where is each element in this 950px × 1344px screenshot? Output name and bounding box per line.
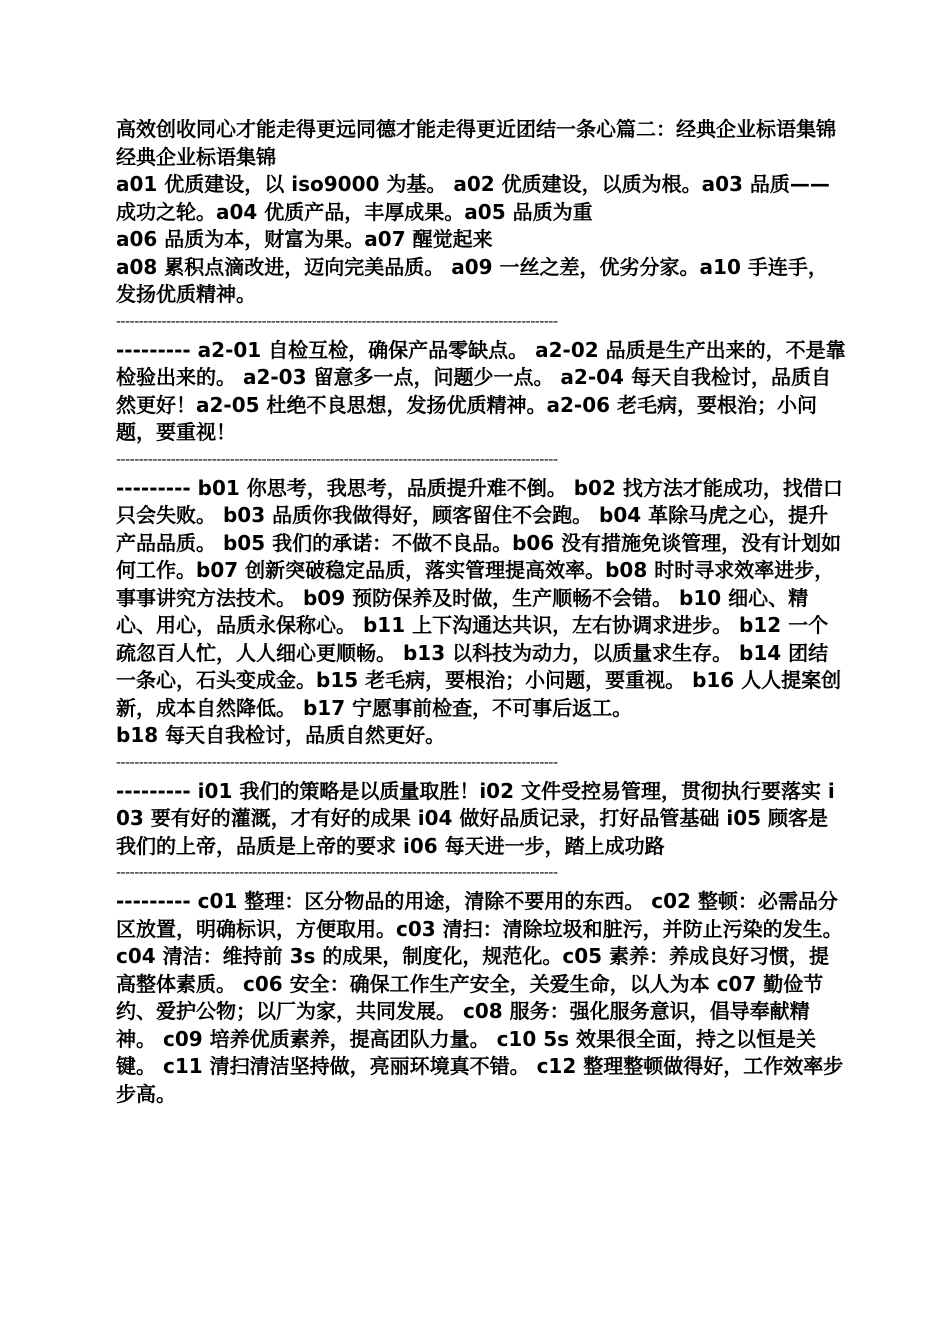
section-b-last-line: b18 每天自我检讨，品质自然更好。: [116, 723, 446, 747]
section-a-line-3: a08 累积点滴改进，迈向完美品质。 a09 一丝之差，优劣分家。a10 手连手，发扬优质精神。: [116, 254, 828, 306]
section-b-text: --------- b01 你思考，我思考，品质提升难不倒。 b02 找方法才能成功，找借口只会失败。 b03 品质你我做得好，顾客留住不会跑。 b04 革除马虎之心，提升产品品质。 b05 我们的承诺：不做不良品。b06 没有措施免谈管理，没有计划如何工作。b07 创新突破稳定品质，落实管理提高效率。b08 时时寻求效率进步，事事讲究方法技术。 b09 预防保养及时做，生产顺畅不会错。 b10 细心、精心、用心，品质永保称心。 b11 上下沟通达共识，左右协调求进步。 b12 一个疏忽百人忙，人人细心更顺畅。 b13 以科技为动力，以质量求生存。 b14 团结一条心，石头变成金。b15 老毛病，要根治；小问题，要重视。 b16 人人提案创新，成本自然降低。 b17 宁愿事前检查，不可事后返工。: [116, 475, 843, 720]
section-c-text: --------- c01 整理：区分物品的用途，清除不要用的东西。 c02 整顿：必需品分区放置，明确标识，方便取用。c03 清扫：清除垃圾和脏污，并防止污染的发生。 c04 清洁：维持前 3s 的成果，制度化，规范化。c05 素养：养成良好习惯，提高整体素质。 c06 安全：确保工作生产安全，关爱生命，以人为本 c07 勤俭节约、爱护公物；以厂为家，共同发展。 c08 服务：强化服务意识，倡导奉献精神。 c09 培养优质素养，提高团队力量。 c10 5s 效果很全面，持之以恒是关键。 c11 清扫清洁坚持做，亮丽环境真不错。 c12 整理整顿做得好，工作效率步步高。: [116, 889, 844, 1106]
section-i-text: --------- i01 我们的策略是以质量取胜！i02 文件受控易管理，贯彻执行要落实 i03 要有好的灌溉，才有好的成果 i04 做好品质记录，打好品管基础 i05 顾客是我们的上帝，品质是上帝的要求 i06 每天进一步，踏上成功路: [116, 778, 835, 858]
section-a-line-2: a06 品质为本，财富为果。a07 醒觉起来: [116, 227, 493, 251]
section-a-line-1: a01 优质建设，以 iso9000 为基。 a02 优质建设，以质为根。a03 品质——成功之轮。a04 优质产品，丰厚成果。a05 品质为重: [116, 172, 830, 224]
divider-rule: -------------------------------------------------------------------------------------------------: [116, 451, 558, 468]
divider-rule: -------------------------------------------------------------------------------------------------: [116, 754, 558, 771]
divider-rule: -------------------------------------------------------------------------------------------------: [116, 865, 558, 881]
document-page: [116, 116, 846, 1108]
section-a2-text: --------- a2-01 自检互检，确保产品零缺点。 a2-02 品质是生产出来的，不是靠检验出来的。 a2-03 留意多一点，问题少一点。 a2-04 每天自我检讨，品质自然更好！a2-05 杜绝不良思想，发扬优质精神。a2-06 老毛病，要根治；小问题，要重视！: [116, 337, 846, 444]
document-title: 高效创收同心才能走得更远同德才能走得更近团结一条心篇二：经典企业标语集锦 经典企业标语集锦: [116, 117, 836, 169]
divider-rule: -------------------------------------------------------------------------------------------------: [116, 313, 558, 330]
